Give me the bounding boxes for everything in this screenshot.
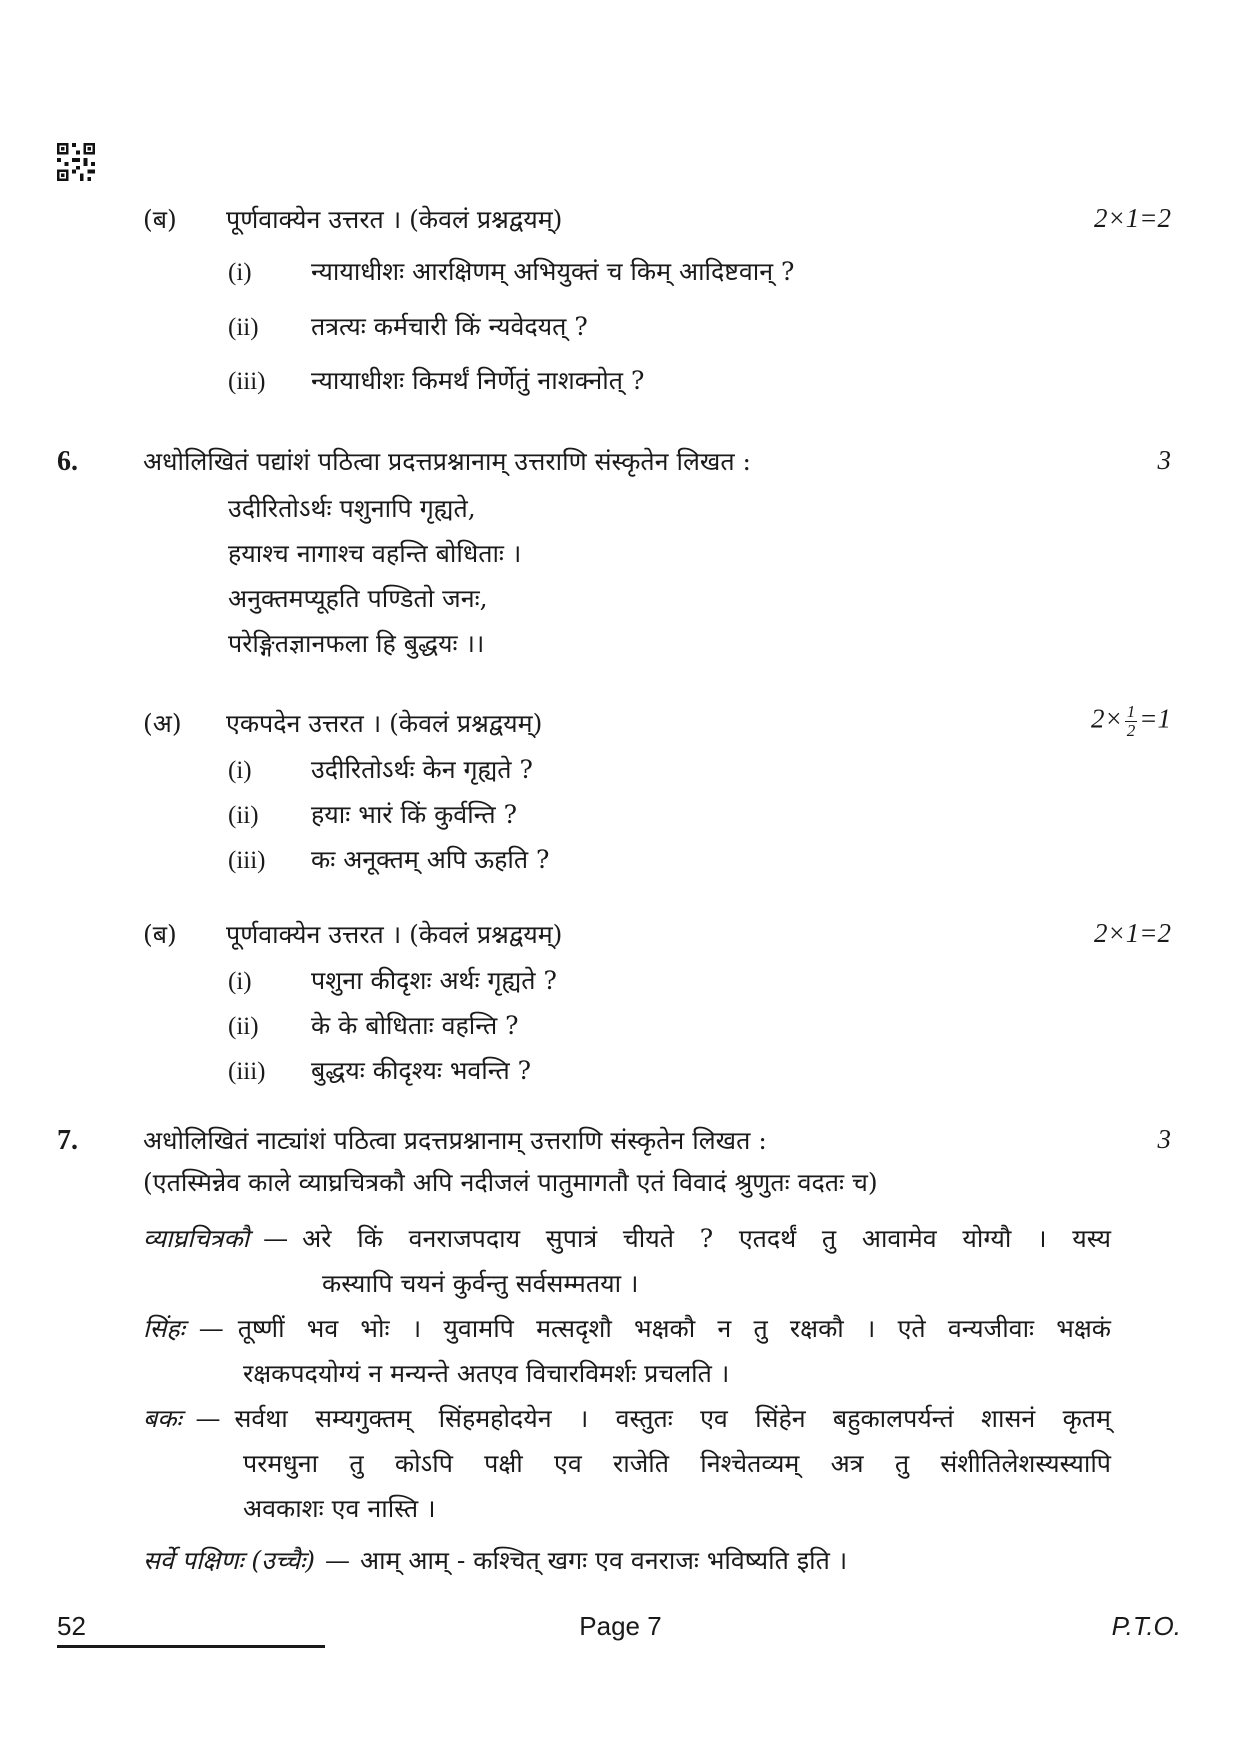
stage-direction: (एतस्मिन्नेव काले व्याघ्रचित्रकौ अपि नदीजलं पातुमागतौ एतं विवादं श्रुणुतः वदतः च) [143, 1168, 878, 1197]
speaker: व्याघ्रचित्रकौ [143, 1224, 250, 1253]
dialogue-text: तूष्णीं भव भोः । युवामपि मत्सदृशौ भक्षकौ न तु रक्षकौ । एते वन्यजीवाः भक्षकं [237, 1314, 1111, 1343]
question-instruction: अधोलिखितं नाट्यांशं पठित्वा प्रदत्तप्रश्नानाम् उत्तराणि संस्कृतेन लिखत : [143, 1126, 767, 1155]
item-number: (ii) [228, 802, 259, 829]
question-number: 7. [57, 1125, 78, 1156]
marks: 2×1=2 [1094, 203, 1171, 233]
dialogue-line [143, 1402, 1111, 1436]
question-item: न्यायाधीशः आरक्षिणम् अभियुक्तं च किम् आदिष्टवान् ? [311, 257, 795, 286]
verse-line: उदीरितोऽर्थः पशुनापि गृह्यते, [228, 494, 476, 523]
dialogue-text: रक्षकपदयोग्यं न मन्यन्ते अतएव विचारविमर्शः प्रचलति । [243, 1359, 730, 1388]
dialogue-text: आम् आम् - कश्चित् खगः एव वनराजः भविष्यति इति । [359, 1546, 848, 1575]
dialogue-text: अरे किं वनराजपदाय सुपात्रं चीयते ? एतदर्थं तु आवामेव योग्यौ । यस्य [302, 1224, 1111, 1253]
question-item: उदीरितोऽर्थः केन गृह्यते ? [311, 755, 533, 784]
item-number: (iii) [228, 1058, 266, 1085]
dialogue-line [143, 1222, 1111, 1256]
marks: 3 [1157, 445, 1171, 475]
item-number: (iii) [228, 847, 266, 874]
dialogue-text: परमधुना तु कोऽपि पक्षी एव राजेति निश्चेतव्यम् अत्र तु संशीतिलेशस्यस्यापि [243, 1449, 1111, 1478]
verse-line: परेङ्गितज्ञानफला हि बुद्धयः ।। [228, 629, 485, 658]
dialogue-line [143, 1312, 1111, 1346]
item-number: (i) [228, 757, 252, 784]
dialogue-text: अवकाशः एव नास्ति । [243, 1494, 436, 1523]
dialogue-text: कस्यापि चयनं कुर्वन्तु सर्वसम्मतया । [322, 1269, 639, 1298]
footer-rule [57, 1645, 325, 1648]
speaker: सिंहः [143, 1314, 185, 1343]
paper-code: 52 [57, 1611, 86, 1641]
qr-code-icon [57, 143, 95, 181]
question-item: न्यायाधीशः किमर्थं निर्णेतुं नाशक्नोत् ? [311, 366, 645, 395]
item-number: (i) [228, 259, 252, 286]
marks: 2× $\frac{1}{2}$ =1 [1091, 702, 1171, 740]
item-number: (ii) [228, 314, 259, 341]
page-number: Page 7 [579, 1611, 662, 1641]
pto-label: P.T.O. [1111, 1611, 1181, 1641]
section-instruction: पूर्णवाक्येन उत्तरत । (केवलं प्रश्नद्वयम्) [226, 920, 563, 949]
item-number: (i) [228, 968, 252, 995]
item-number: (ii) [228, 1013, 259, 1040]
verse-line: हयाश्च नागाश्च वहन्ति बोधिताः । [228, 539, 522, 568]
section-instruction: पूर्णवाक्येन उत्तरत । (केवलं प्रश्नद्वयम्) [226, 205, 563, 234]
question-item: पशुना कीदृशः अर्थः गृह्यते ? [311, 966, 557, 995]
verse-line: अनुक्तमप्यूहति पण्डितो जनः, [228, 584, 488, 613]
question-item: हयाः भारं किं कुर्वन्ति ? [311, 800, 517, 829]
question-number: 6. [57, 446, 78, 477]
section-label: (ब) [143, 205, 177, 234]
dash: — [324, 1546, 350, 1575]
dash: — [198, 1314, 224, 1343]
dash: — [195, 1404, 221, 1433]
speaker: बकः [143, 1404, 182, 1433]
question-instruction: अधोलिखितं पद्यांशं पठित्वा प्रदत्तप्रश्नानाम् उत्तराणि संस्कृतेन लिखत : [143, 447, 751, 476]
section-instruction: एकपदेन उत्तरत । (केवलं प्रश्नद्वयम्) [226, 709, 543, 738]
item-number: (iii) [228, 368, 266, 395]
marks: 3 [1157, 1124, 1171, 1154]
question-item: तत्रत्यः कर्मचारी किं न्यवेदयत् ? [311, 312, 588, 341]
fraction: $\frac{1}{2}$ [1126, 702, 1136, 740]
section-label: (अ) [143, 709, 182, 738]
dialogue-line [143, 1544, 847, 1578]
dialogue-text: सर्वथा सम्यगुक्तम् सिंहमहोदयेन । वस्तुतः एव सिंहेन बहुकालपर्यन्तं शासनं कृतम् [234, 1404, 1111, 1433]
section-label: (ब) [143, 920, 177, 949]
speaker: सर्वे पक्षिणः (उच्चैः) [143, 1546, 315, 1575]
question-item: के के बोधिताः वहन्ति ? [311, 1011, 519, 1040]
question-item: कः अनूक्तम् अपि ऊहति ? [311, 845, 550, 874]
marks: 2×1=2 [1094, 918, 1171, 948]
dash: — [263, 1224, 289, 1253]
question-item: बुद्धयः कीदृश्यः भवन्ति ? [311, 1056, 532, 1085]
